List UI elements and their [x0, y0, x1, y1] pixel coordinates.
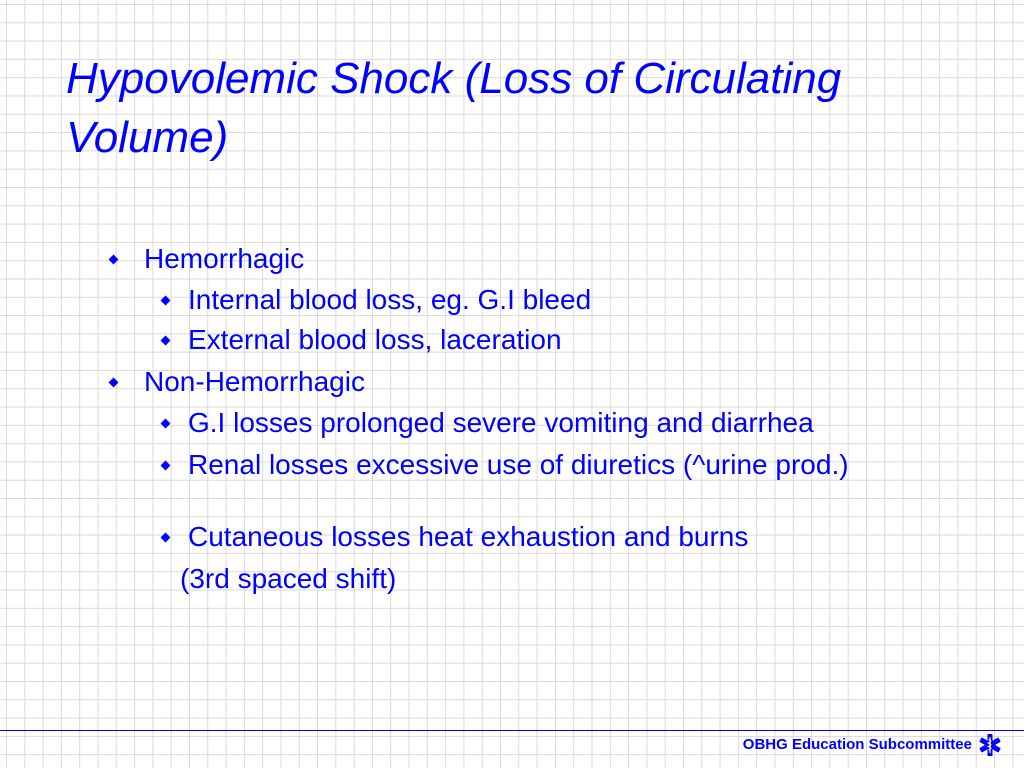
footer-text: OBHG Education Subcommittee: [742, 736, 972, 753]
bullet-gi-losses: [188, 407, 814, 439]
diamond-bullet-icon: [109, 378, 119, 388]
diamond-bullet-icon: [161, 336, 171, 346]
diamond-bullet-icon: [161, 461, 171, 471]
bullet-text: Cutaneous losses heat exhaustion and burns: [188, 521, 749, 552]
diamond-bullet-icon: [161, 419, 171, 429]
note-third-spaced-shift: (3rd spaced shift): [180, 563, 397, 594]
bullet-text: Internal blood loss, eg. G.I bleed: [188, 284, 592, 315]
slide-title: Hypovolemic Shock (Loss of Circulating Volume): [66, 54, 842, 162]
bullet-renal-losses: [188, 449, 968, 481]
diamond-bullet-icon: [109, 255, 119, 265]
bullet-internal-blood-loss: [188, 284, 591, 316]
bullet-external-blood-loss: [188, 324, 562, 356]
star-of-life-icon: [978, 733, 1002, 757]
bullet-text: G.I losses prolonged severe vomiting and diarrhea: [188, 407, 814, 438]
bullet-text: Renal losses excessive use of diuretics (^urine prod.): [188, 449, 849, 480]
bullet-text: External blood loss, laceration: [188, 324, 562, 355]
diamond-bullet-icon: [161, 296, 171, 306]
bullet-non-hemorrhagic: [144, 366, 365, 398]
diamond-bullet-icon: [161, 533, 171, 543]
footer-divider: [0, 730, 1024, 731]
bullet-text: Non-Hemorrhagic: [144, 366, 365, 397]
bullet-text: Hemorrhagic: [144, 243, 305, 274]
bullet-hemorrhagic: [144, 243, 304, 275]
bullet-cutaneous-losses: [188, 521, 748, 553]
